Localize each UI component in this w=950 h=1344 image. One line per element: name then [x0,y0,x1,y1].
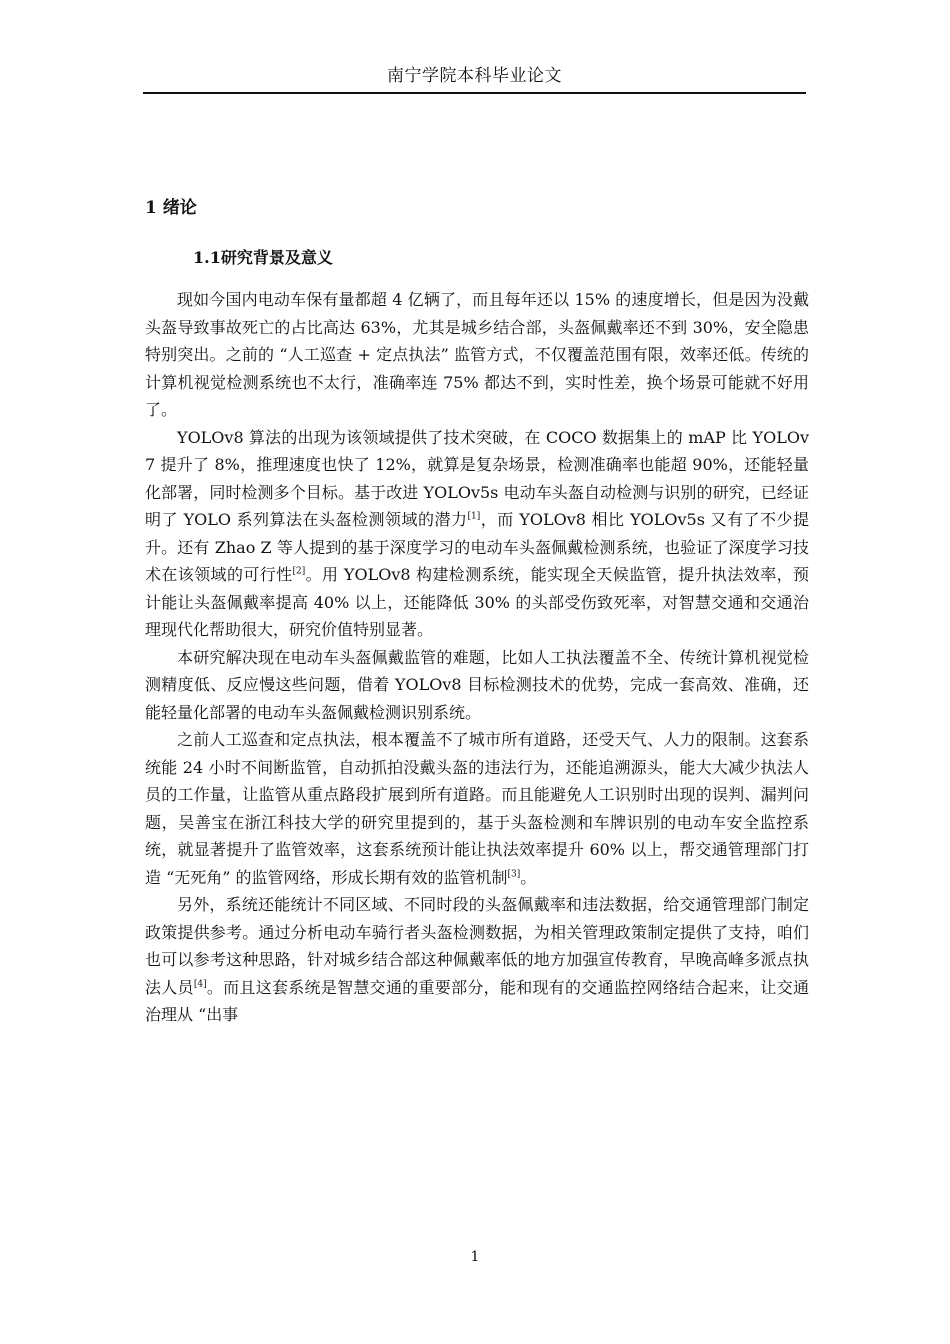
paragraph-4-text-b: 。 [520,867,537,887]
paragraph-5-text-a: 另外，系统还能统计不同区域、不同时段的头盔佩戴率和违法数据，给交通管理部门制定政策提供参考。通过分析电动车骑行者头盔检测数据，为相关管理政策制定提供了支持，咱们也可以参考这种思路，针对城乡结合部这种佩戴率低的地方加强宣传教育，早晚高峰多派点执法人员 [145,895,809,997]
citation-ref-3: [3] [507,869,521,880]
paragraph-5-text-b: 。而且这套系统是智慧交通的重要部分，能和现有的交通监控网络结合起来，让交通治理从 “出事 [145,977,809,1024]
paragraph-3-text: 本研究解决现在电动车头盔佩戴监管的难题，比如人工执法覆盖不全、传统计算机视觉检测精度低、反应慢这些问题，借着 YOLOv8 目标检测技术的优势，完成一套高效、准确，还能轻量化部署的电动车头盔佩戴检测识别系统。 [145,647,809,722]
paragraph-1-text: 现如今国内电动车保有量都超 4 亿辆了，而且每年还以 15% 的速度增长，但是因为没戴头盔导致事故死亡的占比高达 63%，尤其是城乡结合部，头盔佩戴率还不到 30%，安全隐患特别突出。之前的 “人工巡查 + 定点执法” 监管方式，不仅覆盖范围有限，效率还低。传统的计算机视觉检测系统也不太行，准确率连 75% 都达不到，实时性差，换个场景可能就不好用了。 [145,290,809,419]
paragraph-1 [145,286,809,424]
body-text [145,286,809,1029]
paragraph-4-text-a: 之前人工巡查和定点执法，根本覆盖不了城市所有道路，还受天气、人力的限制。这套系统能 24 小时不间断监管，自动抓拍没戴头盔的违法行为，还能追溯源头，能大大减少执法人员的工作量，让监管从重点路段扩展到所有道路。而且能避免人工识别时出现的误判、漏判问题，吴善宝在浙江科技大学的研究里提到的，基于头盔检测和车牌识别的电动车安全监控系统，就显著提升了监管效率，这套系统预计能让执法效率提升 60% 以上，帮交通管理部门打造 “无死角” 的监管网络，形成长期有效的监管机制 [145,730,809,887]
page-number: 1 [470,1249,480,1265]
citation-ref-4: [4] [193,979,207,990]
paragraph-5 [145,891,809,1029]
paragraph-2-text-c: 。用 YOLOv8 构建检测系统，能实现全天候监管，提升执法效率，预计能让头盔佩戴率提高 40% 以上，还能降低 30% 的头部受伤致死率，对智慧交通和交通治理现代化帮助很大，研究价值特别显著。 [145,565,809,639]
paragraph-4 [145,726,809,891]
paragraph-2-text-a: YOLOv8 算法的出现为该领域提供了技术突破，在 COCO 数据集上的 mAP 比 YOLOv7 提升了 8%，推理速度也快了 12%，就算是复杂场景，检测准确率也能超 90%，还能轻量化部署，同时检测多个目标。基于改进 YOLOv5s 电动车头盔自动检测与识别的研究，已经证明了 YOLO 系列算法在头盔检测领域的潜力 [145,427,809,529]
paragraph-3 [145,644,809,727]
running-header [143,60,806,94]
section-heading: 1.1研究背景及意义 [193,248,333,267]
paragraph-2-text-b: ，而 YOLOv8 相比 YOLOv5s 又有了不少提升。还有 Zhao Z 等人提到的基于深度学习的电动车头盔佩戴检测系统，也验证了深度学习技术在该领域的可行性 [145,510,809,584]
paragraph-2 [145,424,809,644]
header-title: 南宁学院本科毕业论文 [387,66,562,86]
chapter-heading: 1 绪论 [145,198,197,218]
citation-ref-1: [1] [467,511,481,522]
citation-ref-2: [2] [292,566,306,577]
